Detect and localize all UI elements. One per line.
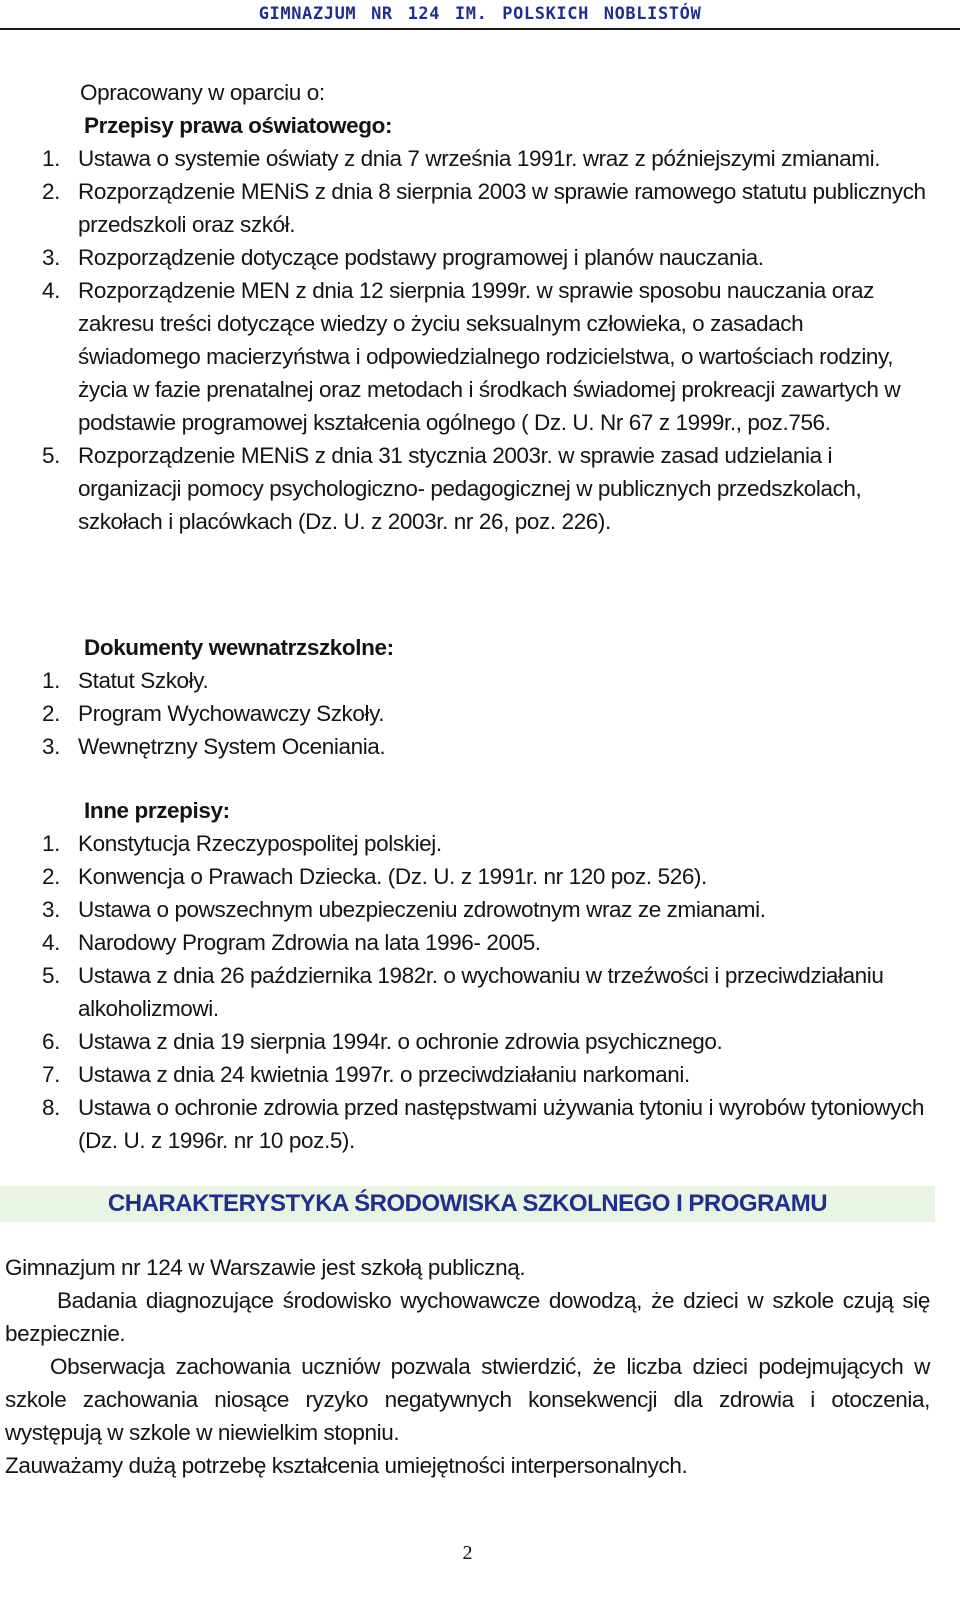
item-number: 1. — [42, 146, 60, 171]
item-text: Narodowy Program Zdrowia na lata 1996- 2005. — [78, 930, 541, 955]
list-item — [42, 893, 930, 926]
item-number: 2. — [42, 179, 60, 204]
list-item — [42, 1091, 930, 1157]
list-item — [42, 827, 930, 860]
item-text: Rozporządzenie MEN z dnia 12 sierpnia 1999r. w sprawie sposobu nauczania oraz zakresu treści dotyczące wiedzy o życiu seksualnym człowieka, o zasadach świadomego macierzyństwa i odpowiedzialnego rodzicielstwa, o wartościach rodziny, życia w fazie prenatalnej oraz metodach i środkach świadomej prokreacji zawartych w podstawie programowej kształcenia ogólnego ( Dz. U. Nr 67 z 1999r., poz.756. — [78, 278, 901, 435]
school-name: GIMNAZJUM NR 124 IM. POLSKICH NOBLISTÓW — [258, 4, 702, 24]
item-number: 3. — [42, 245, 60, 270]
page-number: 2 — [462, 1542, 473, 1564]
item-text: Statut Szkoły. — [78, 668, 209, 693]
list-item — [42, 175, 930, 241]
intro-line: Opracowany w oparciu o: — [80, 80, 325, 105]
item-text: Rozporządzenie dotyczące podstawy programowej i planów nauczania. — [78, 245, 764, 270]
page-header — [0, 0, 960, 30]
item-number: 2. — [42, 701, 60, 726]
item-number: 6. — [42, 1029, 60, 1054]
other-rules-list — [42, 827, 930, 1157]
list-item — [42, 697, 930, 730]
item-text: Ustawa o ochronie zdrowia przed następstwami używania tytoniu i wyrobów tytoniowych (Dz. U. z 1996r. nr 10 poz.5). — [78, 1095, 924, 1153]
list-item — [42, 664, 930, 697]
item-number: 1. — [42, 831, 60, 856]
list-item — [42, 860, 930, 893]
item-number: 7. — [42, 1062, 60, 1087]
list-item — [42, 274, 930, 439]
item-number: 3. — [42, 734, 60, 759]
item-number: 5. — [42, 963, 60, 988]
item-text: Konwencja o Prawach Dziecka. (Dz. U. z 1991r. nr 120 poz. 526). — [78, 864, 707, 889]
item-text: Program Wychowawczy Szkoły. — [78, 701, 385, 726]
item-text: Ustawa o systemie oświaty z dnia 7 września 1991r. wraz z późniejszymi zmianami. — [78, 146, 881, 171]
list-item — [42, 1025, 930, 1058]
item-text: Ustawa z dnia 19 sierpnia 1994r. o ochronie zdrowia psychicznego. — [78, 1029, 723, 1054]
section-title: CHARAKTERYSTYKA ŚRODOWISKA SZKOLNEGO I PROGRAMU — [107, 1190, 828, 1217]
item-number: 2. — [42, 864, 60, 889]
list-item — [42, 142, 930, 175]
item-text: Rozporządzenie MENiS z dnia 8 sierpnia 2003 w sprawie ramowego statutu publicznych przedszkoli oraz szkół. — [78, 179, 926, 237]
list-item — [42, 926, 930, 959]
list-item — [42, 241, 930, 274]
item-text: Ustawa z dnia 24 kwietnia 1997r. o przeciwdziałaniu narkomani. — [78, 1062, 690, 1087]
item-number: 8. — [42, 1095, 60, 1120]
list-item — [42, 730, 930, 763]
item-number: 4. — [42, 930, 60, 955]
item-text: Wewnętrzny System Oceniania. — [78, 734, 386, 759]
other-rules-heading: Inne przepisy: — [84, 798, 230, 823]
item-text: Rozporządzenie MENiS z dnia 31 stycznia 2003r. w sprawie zasad udzielania i organizacji pomocy psychologiczno- pedagogicznej w publicznych przedszkolach, szkołach i placówkach (Dz. U. z 2003r. nr 26, poz. 226). — [78, 443, 862, 534]
item-number: 5. — [42, 443, 60, 468]
paragraph-needs: Zauważamy dużą potrzebę kształcenia umiejętności interpersonalnych. — [5, 1453, 688, 1478]
item-text: Ustawa o powszechnym ubezpieczeniu zdrowotnym wraz ze zmianami. — [78, 897, 766, 922]
item-text: Konstytucja Rzeczypospolitej polskiej. — [78, 831, 442, 856]
item-number: 3. — [42, 897, 60, 922]
law-list — [42, 142, 930, 538]
internal-docs-list — [42, 664, 930, 763]
paragraph-public-school: Gimnazjum nr 124 w Warszawie jest szkołą publiczną. — [5, 1255, 526, 1280]
paragraph-observation: Obserwacja zachowania uczniów pozwala stwierdzić, że liczba dzieci podejmujących w szkole zachowania niosące ryzyko negatywnych konsekwencji dla zdrowia i otoczenia, występują w szkole w niewielkim stopniu. — [5, 1354, 930, 1445]
list-item — [42, 439, 930, 538]
list-item — [42, 959, 930, 1025]
list-item — [42, 1058, 930, 1091]
item-number: 4. — [42, 278, 60, 303]
internal-docs-heading: Dokumenty wewnatrzszkolne: — [84, 635, 394, 660]
item-number: 1. — [42, 668, 60, 693]
paragraph-diagnosis: Badania diagnozujące środowisko wychowawcze dowodzą, że dzieci w szkole czują się bezpiecznie. — [5, 1288, 930, 1346]
law-heading: Przepisy prawa oświatowego: — [84, 113, 393, 138]
item-text: Ustawa z dnia 26 października 1982r. o wychowaniu w trzeźwości i przeciwdziałaniu alkoholizmowi. — [78, 963, 884, 1021]
